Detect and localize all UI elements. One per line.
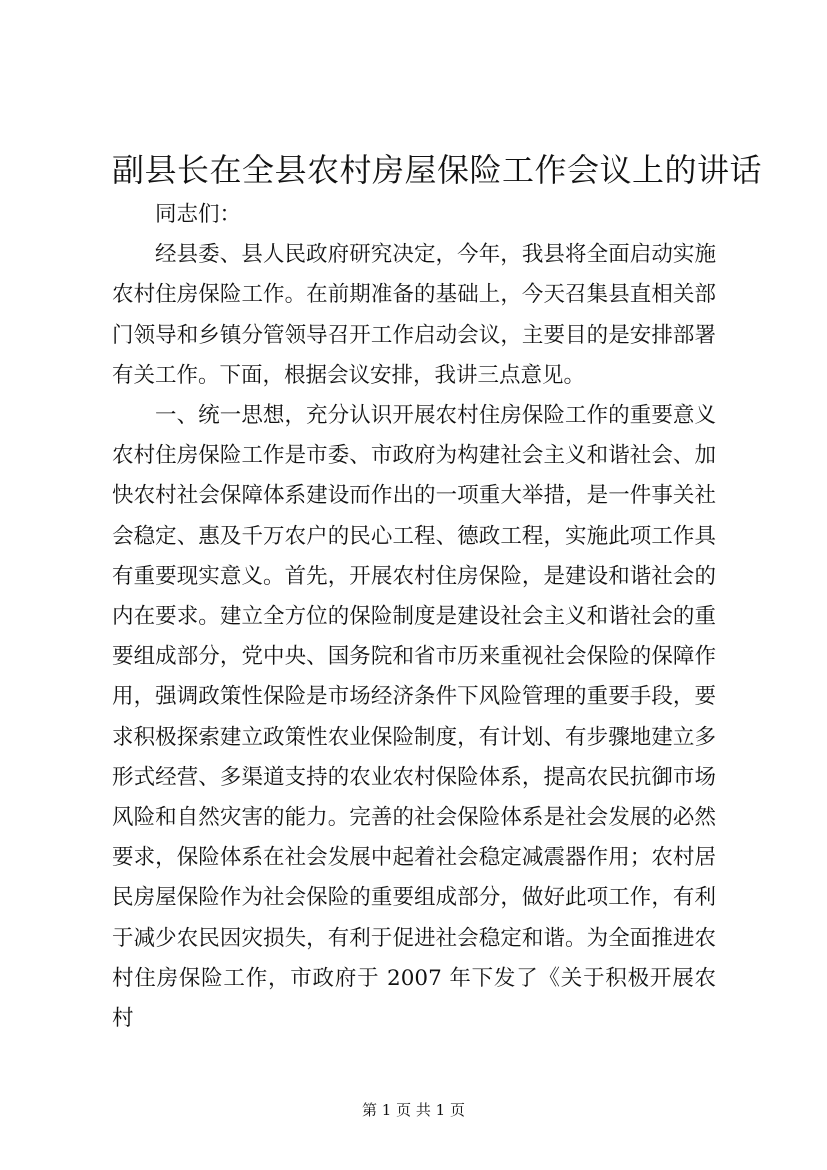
salutation: 同志们： [155, 202, 242, 227]
paragraph-intro: 经县委、县人民政府研究决定，今年，我县将全面启动实施农村住房保险工作。在前期准备的基础上，今天召集县直相关部门领导和乡镇分管领导召开工作启动会议，主要目的是安排部署有关工作。下面，根据会议安排，我讲三点意见。 [112, 242, 716, 388]
page-footer: 第 1 页 共 1 页 [362, 1101, 465, 1119]
document-title: 副县长在全县农村房屋保险工作会议上的讲话 [112, 151, 763, 189]
paragraph-section-one: 一、统一思想，充分认识开展农村住房保险工作的重要意义农村住房保险工作是市委、市政府为构建社会主义和谐社会、加快农村社会保障体系建设而作出的一项重大举措，是一件事关社会稳定、惠及千万农户的民心工程、德政工程，实施此项工作具有重要现实意义。首先，开展农村住房保险，是建设和谐社会的内在要求。建立全方位的保险制度是建设社会主义和谐社会的重要组成部分，党中央、国务院和省市历来重视社会保险的保障作用，强调政策性保险是市场经济条件下风险管理的重要手段，要求积极探索建立政策性农业保险制度，有计划、有步骤地建立多形式经营、多渠道支持的农业农村保险体系，提高农民抗御市场风险和自然灾害的能力。完善的社会保险体系是社会发展的必然要求，保险体系在社会发展中起着社会稳定减震器作用；农村居民房屋保险作为社会保险的重要组成部分，做好此项工作，有利于减少农民因灾损失，有利于促进社会稳定和谐。为全面推进农村住房保险工作，市政府于 2007 年下发了《关于积极开展农村 [112, 403, 716, 1032]
document-body [112, 195, 716, 1039]
